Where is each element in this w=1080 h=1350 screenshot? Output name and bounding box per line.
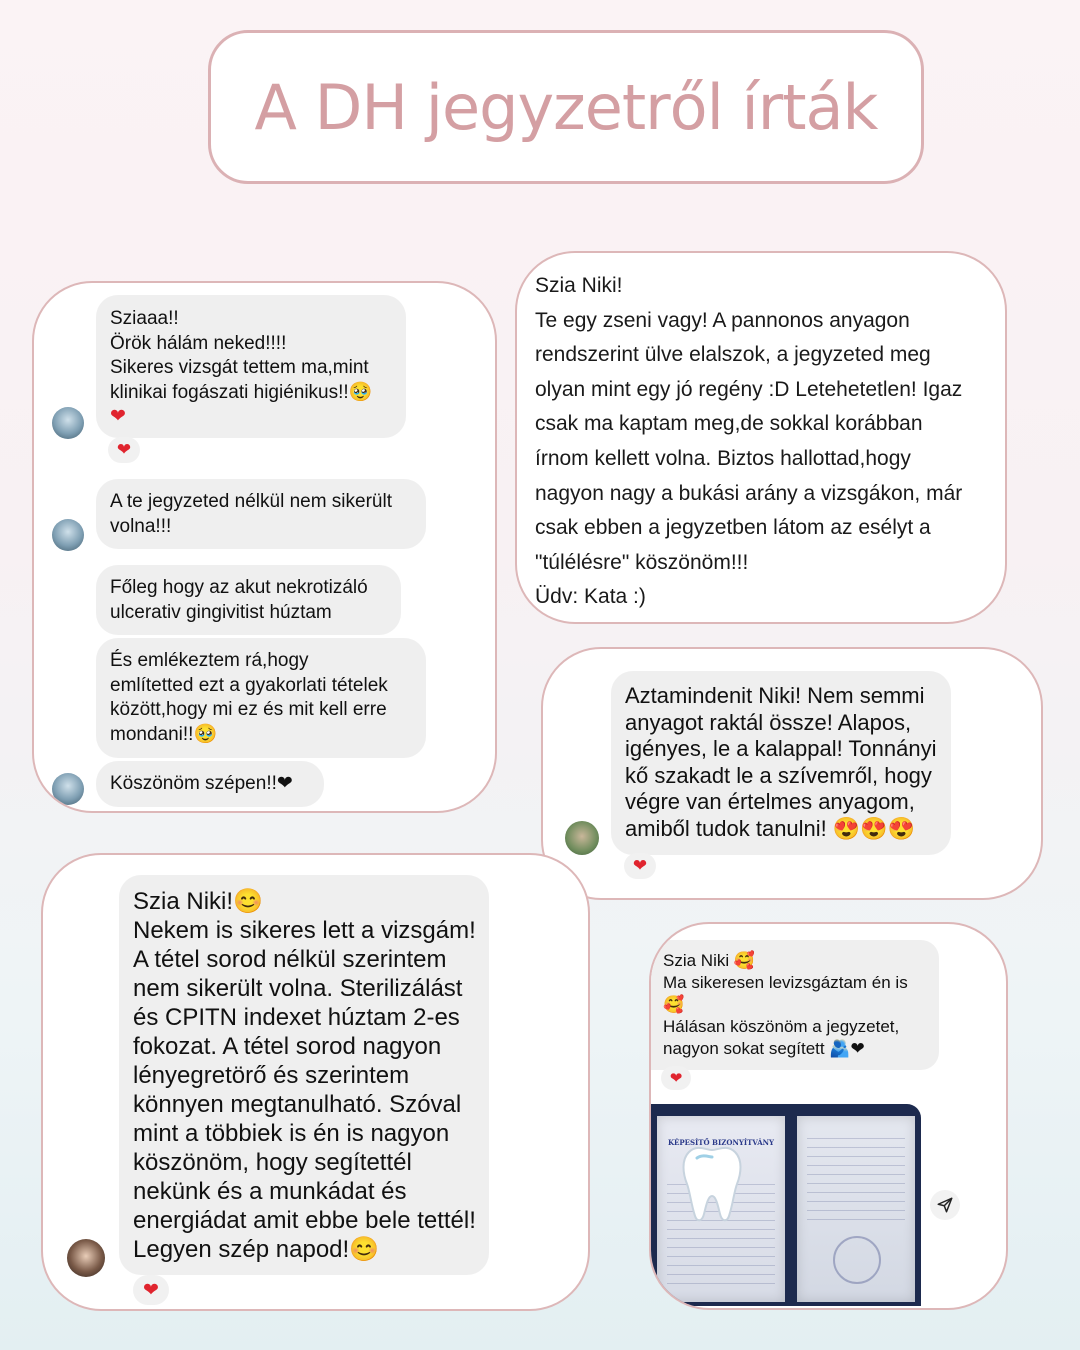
title-box <box>208 30 924 184</box>
testimonial-card-5 <box>649 922 1008 1310</box>
message-bubble: A te jegyzeted nélkül nem sikerült volna!!! <box>96 479 426 549</box>
heart-icon: ❤ <box>143 1278 159 1301</box>
heart-icon: ❤ <box>116 439 132 460</box>
avatar <box>565 821 599 855</box>
testimonial-card-4 <box>41 853 590 1311</box>
certificate-right-page <box>797 1116 915 1302</box>
reaction-chip[interactable] <box>133 1275 169 1305</box>
message-bubble: Főleg hogy az akut nekrotizáló ulcerativ gingivitist húztam <box>96 565 401 635</box>
reaction-chip[interactable] <box>624 853 656 879</box>
tooth-icon <box>679 1144 745 1224</box>
certificate-caption: KÉPESÍTŐ BIZONYÍTVÁNY <box>667 1138 775 1147</box>
heart-icon: ❤ <box>632 855 648 876</box>
avatar <box>67 1239 105 1277</box>
reaction-chip[interactable] <box>661 1066 691 1090</box>
message-bubble: Szia Niki!😊 Nekem is sikeres lett a vizsgám! A tétel sorod nélkül szerintem nem sikerült volna. Sterilizálást és CPITN indexet húztam 2-es fokozat. A tétel sorod nagyon lényegretörő és szerintem könnyen megtanulható. Szóval mint a többiek is én is nagyon köszönöm, hogy segítettél nekünk és a munkádat és energiádat amit ebbe bele tettél! Legyen szép napod!😊 <box>119 875 489 1275</box>
seal-icon <box>833 1236 881 1284</box>
reaction-chip[interactable] <box>108 437 140 463</box>
send-icon <box>936 1196 954 1214</box>
page-title: A DH jegyzetről írták <box>254 70 878 144</box>
avatar <box>52 407 84 439</box>
certificate-photo[interactable] <box>651 1104 921 1306</box>
placeholder-lines <box>807 1130 905 1220</box>
avatar <box>52 773 84 805</box>
testimonial-card-1 <box>32 281 497 813</box>
testimonial-card-3 <box>541 647 1043 900</box>
message-text: Szia Niki! Te egy zseni vagy! A pannonos anyagon rendszerint ülve elalszok, a jegyzeted meg olyan mint egy jó regény :D Letehetetlen! Igaz csak ma kaptam meg,de sokkal korábban írnom kellett volna. Biztos hallottad,hogy nagyon nagy a bukási arány a vizsgákon, már csak ebben a jegyzetben látom az esélyt a "túlélésre" köszönöm!!! Üdv: Kata :) <box>535 274 963 609</box>
testimonial-card-2 <box>515 251 1007 624</box>
message-bubble: Aztamindenit Niki! Nem semmi anyagot raktál össze! Alapos, igényes, le a kalappal! Tonnányi kő szakadt le a szívemről, hogy végre van értelmes anyagom, amiből tudok tanulni! 😍😍😍 <box>611 671 951 855</box>
message-bubble: Sziaaa!! Örök hálám neked!!!! Sikeres vizsgát tettem ma,mint klinikai fogászati higiénikus!!🥹 ❤ <box>96 295 406 438</box>
message-bubble: És emlékeztem rá,hogy említetted ezt a gyakorlati tételek között,hogy mi ez és mit kell erre mondani!!🥹 <box>96 638 426 758</box>
message-bubble: Köszönöm szépen!!❤ <box>96 761 324 807</box>
message-bubble: Szia Niki 🥰 Ma sikeresen levizsgáztam én is 🥰 Hálásan köszönöm a jegyzetet, nagyon sokat segített 🫂❤ <box>651 940 939 1070</box>
heart-icon: ❤ <box>669 1068 683 1087</box>
avatar <box>52 519 84 551</box>
send-button[interactable] <box>930 1190 960 1220</box>
